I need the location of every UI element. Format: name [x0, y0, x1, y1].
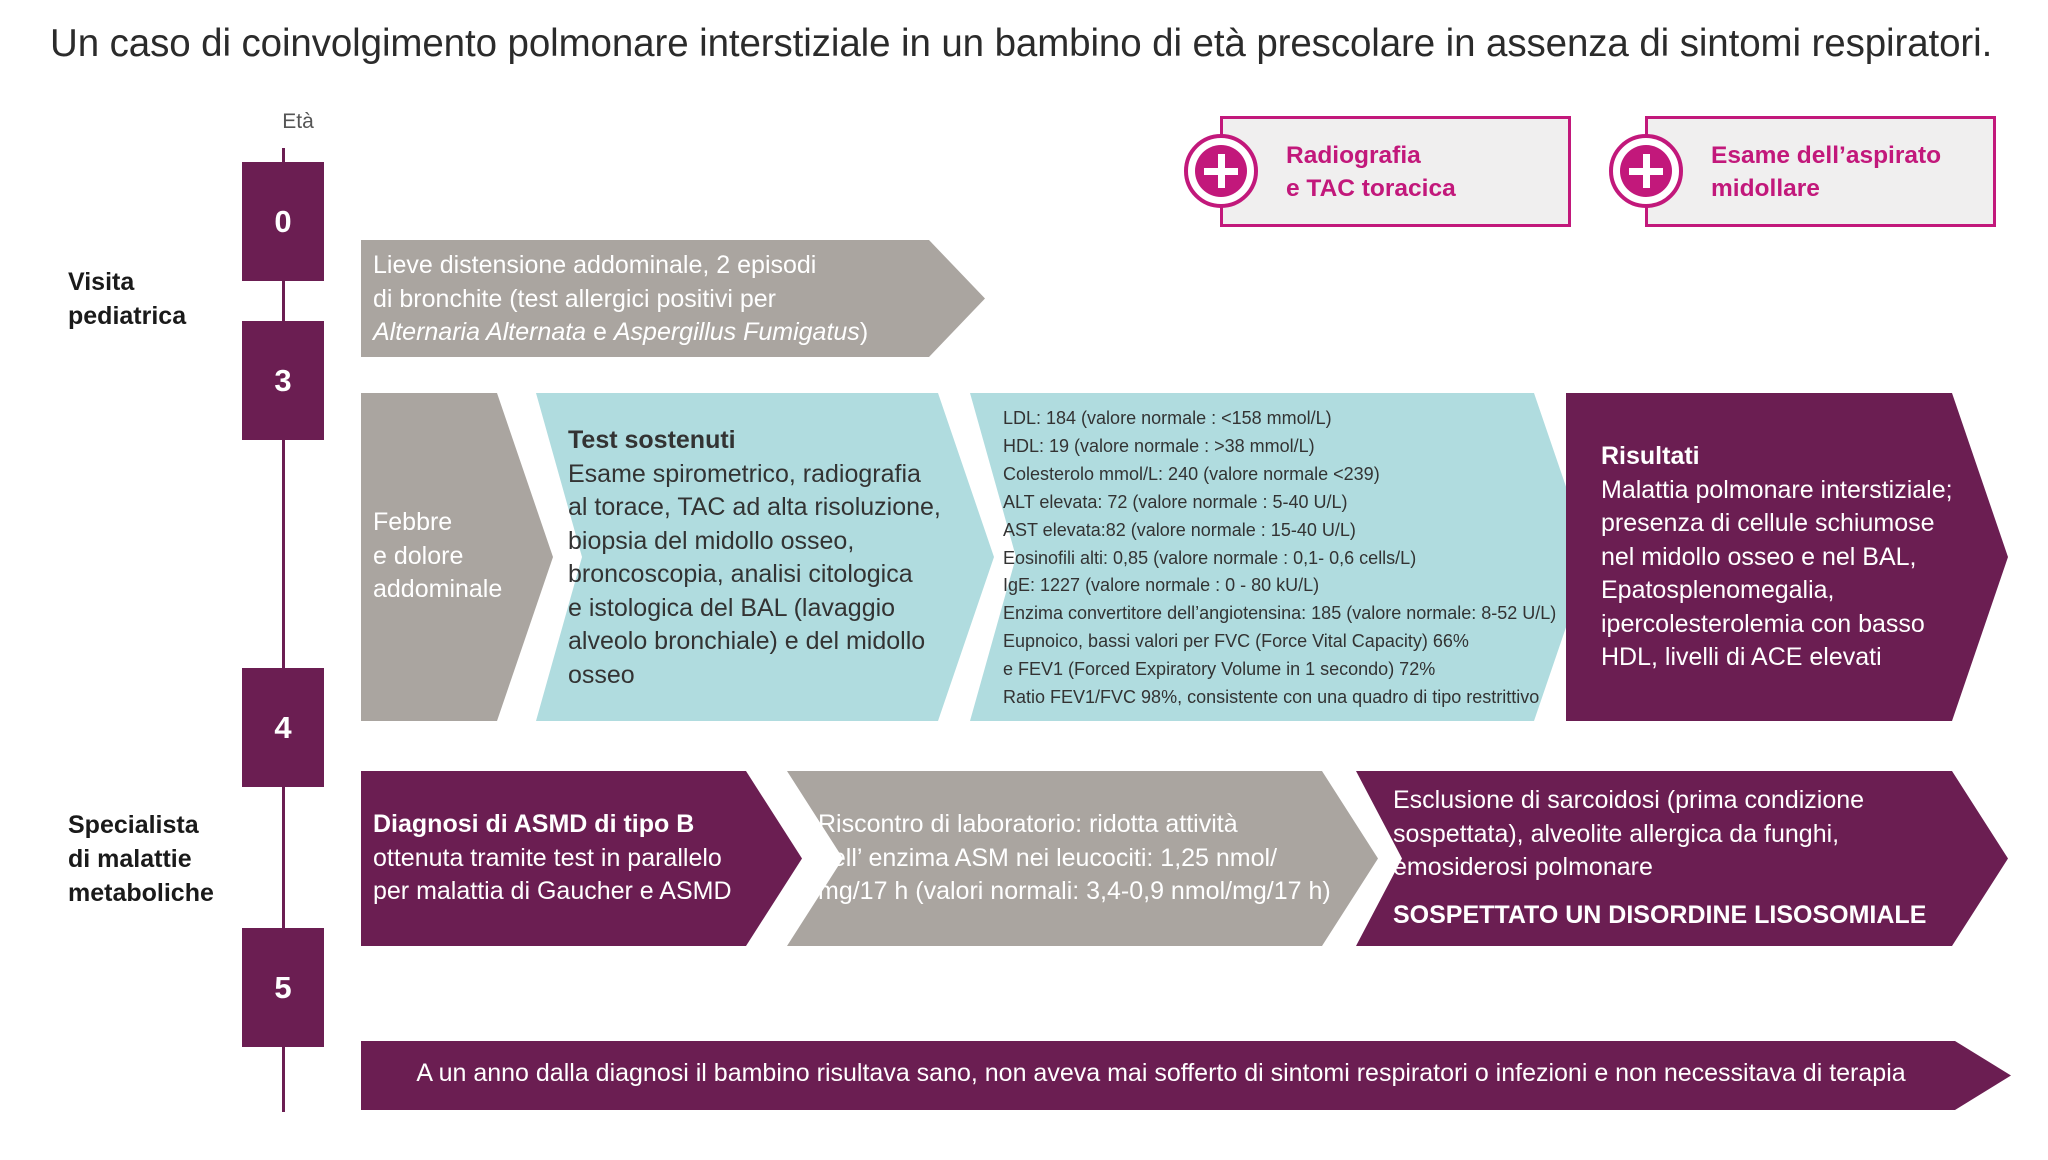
esclusione-text: Esclusione di sarcoidosi (prima condizione sospettata), alveolite allergica da funghi, emosiderosi polmonare SOSPETTATO UN DISORDINE LISOSOMIALE	[1393, 784, 1926, 932]
diagnosi-text: Diagnosi di ASMD di tipo B ottenuta tramite test in parallelo per malattia di Gaucher e ASMD	[373, 810, 732, 905]
timeline-line	[282, 786, 285, 928]
legend-aspirato: Esame dell’aspirato midollare	[1645, 116, 1996, 227]
timeline-line	[282, 281, 285, 321]
timeline-line	[282, 1046, 285, 1112]
plus-icon	[1184, 134, 1258, 208]
history-text: Lieve distensione addominale, 2 episodi di bronchite (test allergici positivi per Alternaria Alternata e Aspergillus Fumigatus)	[373, 251, 869, 346]
riscontro-text: Riscontro di laboratorio: ridotta attività dell’ enzima ASM nei leucociti: 1,25 nmol/ mg/17 h (valori normali: 3,4-0,9 nmol/mg/17 h)	[818, 810, 1331, 905]
age-marker-4: 4	[242, 668, 324, 787]
febbre-text: Febbre e dolore addominale	[373, 508, 503, 603]
visita-pediatrica-label: Visita pediatrica	[68, 268, 187, 330]
outcome-text: A un anno dalla diagnosi il bambino risultava sano, non aveva mai sofferto di sintomi respiratori o infezioni e non necessitava di terapia	[416, 1059, 1906, 1087]
age-marker-0: 0	[242, 162, 324, 281]
timeline-line	[282, 148, 285, 162]
timeline-line	[282, 440, 285, 668]
age-axis-label: Età	[282, 110, 314, 133]
page-title: Un caso di coinvolgimento polmonare interstiziale in un bambino di età prescolare in assenza di sintomi respiratori.	[50, 22, 1993, 65]
lab-values-text: LDL: 184 (valore normale : <158 mmol/L) HDL: 19 (valore normale : >38 mmol/L) Colesterolo mmol/L: 240 (valore normale <239) ALT elevata: 72 (valore normale : 5-40 U/L) AST elevata:82 (valore normale : 15-40 U/L) Eosinofili alti: 0,85 (valore normale : 0,1- 0,6 cells/L) IgE: 1227 (valore normale : 0 - 80 kU/L) Enzima convertitore dell’angiotensina: 185 (valore normale: 8-52 U/L) Eupnoico, bassi valori per FVC (Force Vital Capacity) 66% e FEV1 (Forced Expiratory Volume in 1 secondo) 72% Ratio FEV1/FVC 98%, consistente con una quadro di tipo restrittivo	[1003, 408, 1557, 708]
risultati-text: Risultati Malattia polmonare interstiziale; presenza di cellule schiumose nel midollo osseo e nel BAL, Epatosplenomegalia, ipercolesterolemia con basso HDL, livelli di ACE elevati	[1601, 442, 1953, 671]
age-marker-5: 5	[242, 928, 324, 1047]
legend-radiografia: Radiografia e TAC toracica	[1220, 116, 1571, 227]
suspected-disorder-label: SOSPETTATO UN DISORDINE LISOSOMIALE	[1393, 900, 1927, 929]
plus-icon	[1609, 134, 1683, 208]
age-marker-3: 3	[242, 321, 324, 440]
test-sostenuti-text: Test sostenuti Esame spirometrico, radiografia al torace, TAC ad alta risoluzione, biopsia del midollo osseo, broncoscopia, analisi citologica e istologica del BAL (lavaggio alveolo bronchiale) e del midollo osseo	[568, 426, 941, 689]
specialista-label: Specialista di malattie metaboliche	[68, 811, 214, 907]
